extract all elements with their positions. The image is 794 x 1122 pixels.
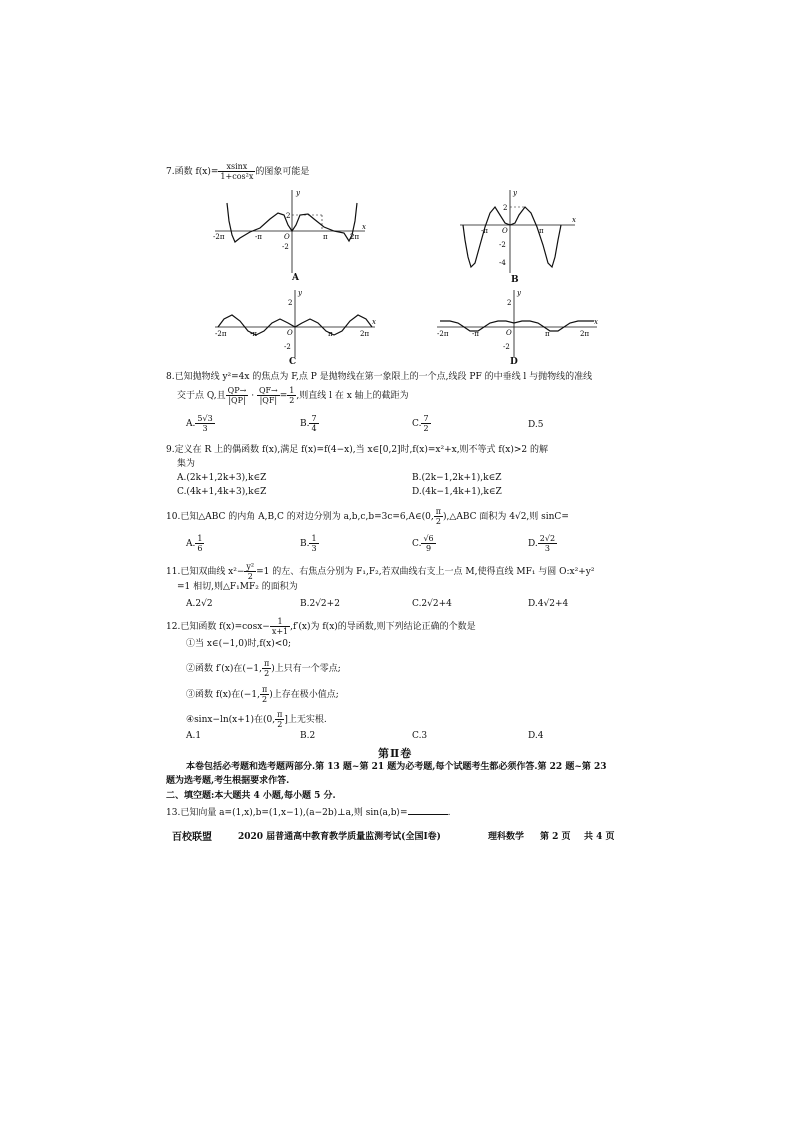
q9-line1: 9.定义在 R 上的偶函数 f(x),满足 f(x)=f(4−x),当 x∈[0,2]时,f(x)=x²+x,则不等式 f(x)>2 的解 xyxy=(166,445,548,455)
graph-d-tick-2: 2 xyxy=(507,299,512,307)
graph-d-tick-negpi: -π xyxy=(472,330,479,338)
graph-a xyxy=(210,185,370,275)
q12-option-c: C.3 xyxy=(412,731,428,741)
q12-option-b: B.2 xyxy=(300,731,316,741)
q8-option-a: A. $\frac{5√3}{3}$ xyxy=(186,414,213,433)
graph-a-tick-negpi: -π xyxy=(255,233,262,241)
q11-line2: =1 相切,则△F₁MF₂ 的面积为 xyxy=(177,582,298,592)
q11-option-d: D.4√2+4 xyxy=(528,599,569,609)
q7-stem: 7.函数 f(x)= $\frac{xsinx}{\text{1+cos²x}}$ 的图象可能是 xyxy=(166,162,310,181)
section-2-intro-1: 本卷包括必考题和选考题两部分.第 13 题~第 21 题为必考题,每个试题考生都必须作答.第 22 题~第 23 xyxy=(186,762,607,772)
graph-a-tick-neg2pi: -2π xyxy=(213,233,225,241)
footer-page: 第 2 页 xyxy=(540,832,571,842)
graph-c-tick-neg2pi: -2π xyxy=(215,330,227,338)
graph-a-origin: O xyxy=(284,233,290,241)
graph-a-label: A xyxy=(292,273,299,283)
q12-statement-2: ②函数 f′(x)在(−1, $\frac{\pi}{2}$ )上只有一个零点; xyxy=(186,659,341,678)
graph-d-tick-neg2pi: -2π xyxy=(437,330,449,338)
q13: 13.已知向量 a=(1,x),b=(1,x−1),(a−2b)⊥a,则 sin⟨a,b⟩= . xyxy=(166,808,451,818)
graph-d-tick-pi: π xyxy=(545,330,550,338)
graph-b xyxy=(455,185,580,275)
graph-c-tick-negpi: -π xyxy=(250,330,257,338)
q12-stem: 12.已知函数 f(x)=cosx− $\frac{1}{x+1}$ ,f′(x)为 f(x)的导函数,则下列结论正确的个数是 xyxy=(166,617,476,636)
footer-subject: 理科数学 xyxy=(488,832,525,842)
q12-statement-3: ③函数 f(x)在(−1, $\frac{\pi}{2}$ )上存在极小值点; xyxy=(186,685,339,704)
graph-a-y-label: y xyxy=(296,189,300,197)
graph-c-tick-2: 2 xyxy=(288,299,293,307)
footer-total: 共 4 页 xyxy=(584,832,615,842)
graph-b-x-label: x xyxy=(572,216,576,224)
q12-option-d: D.4 xyxy=(528,731,544,741)
graph-b-tick-2: 2 xyxy=(503,204,508,212)
graph-c xyxy=(210,287,380,359)
graph-a-tick-m2: -2 xyxy=(282,243,289,251)
q9-option-b: B.(2k−1,2k+1),k∈Z xyxy=(412,473,502,483)
graph-d-label: D xyxy=(510,357,518,367)
graph-c-x-label: x xyxy=(372,318,376,326)
q12-statement-4: ④sinx−ln(x+1)在(0, $\frac{\pi}{2}$ ]上无实根. xyxy=(186,710,327,729)
q11-line1: 11.已知双曲线 x²− $\frac{\text{y²}}{2}$ =1 的左、右焦点分别为 F₁,F₂,若双曲线右支上一点 M,使得直线 MF₁ 与圆 O:x²+y² xyxy=(166,562,595,581)
q12-option-a: A.1 xyxy=(186,731,202,741)
graph-c-tick-m2: -2 xyxy=(284,343,291,351)
graph-a-x-label: x xyxy=(362,223,366,231)
graph-c-origin: O xyxy=(287,329,293,337)
q11-option-a: A.2√2 xyxy=(186,599,213,609)
section-2-title: 第Ⅱ卷 xyxy=(378,747,413,760)
q8-line2: 交于点 Q,且 $\frac{QP\to}{|QP|}$ · $\frac{QF\to}{|QF|}$ = $\frac{1}{2}$ ,则直线 l 在 x 轴上的截距为 xyxy=(177,386,409,405)
graph-b-tick-pi: π xyxy=(539,227,544,235)
graph-c-label: C xyxy=(289,357,297,367)
q11-option-c: C.2√2+4 xyxy=(412,599,452,609)
q8-option-b: B. $\frac{7}{4}$ xyxy=(300,414,317,433)
section-2-intro-2: 题为选考题,考生根据要求作答. xyxy=(166,776,290,786)
graph-b-tick-m2: -2 xyxy=(499,241,506,249)
q10-option-c: C. $\frac{√6}{9}$ xyxy=(412,534,434,553)
q8-option-c: C. $\frac{7}{2}$ xyxy=(412,414,429,433)
graph-d xyxy=(432,287,602,359)
graph-d-origin: O xyxy=(506,329,512,337)
q10-option-b: B. $\frac{1}{3}$ xyxy=(300,534,317,553)
graph-b-y-label: y xyxy=(513,189,517,197)
graph-d-tick-2pi: 2π xyxy=(580,330,590,338)
q13-answer-blank[interactable] xyxy=(408,806,448,815)
graph-a-tick-pi: π xyxy=(323,233,328,241)
graph-d-tick-m2: -2 xyxy=(503,343,510,351)
graph-b-label: B xyxy=(511,275,519,285)
graph-c-tick-pi: π xyxy=(328,330,333,338)
q9-line2: 集为 xyxy=(177,459,196,469)
q9-option-a: A.(2k+1,2k+3),k∈Z xyxy=(177,473,267,483)
footer-exam-title: 2020 届普通高中教育教学质量监测考试(全国Ⅰ卷) xyxy=(238,832,441,842)
q11-option-b: B.2√2+2 xyxy=(300,599,340,609)
graph-a-tick-2: 2 xyxy=(286,212,291,220)
q9-option-d: D.(4k−1,4k+1),k∈Z xyxy=(412,487,502,497)
section-2-part: 二、填空题:本大题共 4 小题,每小题 5 分. xyxy=(166,791,336,801)
q8-line1: 8.已知抛物线 y²=4x 的焦点为 F,点 P 是抛物线在第一象限上的一个点,线段 PF 的中垂线 l 与抛物线的准线 xyxy=(166,372,593,382)
q10-option-a: A. $\frac{1}{6}$ xyxy=(186,534,203,553)
graph-b-tick-negpi: -π xyxy=(481,227,488,235)
graph-d-x-label: x xyxy=(594,318,598,326)
q7-fraction: $\frac{xsinx}{\text{1+cos²x}}$ xyxy=(220,162,254,181)
q10-option-d: D. $\frac{2√2}{3}$ xyxy=(528,534,556,553)
q12-statement-1: ①当 x∈(−1,0)时,f(x)<0; xyxy=(186,639,292,649)
graph-a-tick-2pi: 2π xyxy=(350,233,360,241)
graph-c-tick-2pi: 2π xyxy=(360,330,370,338)
graph-c-y-label: y xyxy=(298,289,302,297)
graph-b-tick-m4: -4 xyxy=(499,259,506,267)
q8-option-d: D.5 xyxy=(528,420,544,430)
graph-b-origin: O xyxy=(502,227,508,235)
footer-brand: 百校联盟 xyxy=(172,832,212,843)
q10-stem: 10.已知△ABC 的内角 A,B,C 的对边分别为 a,b,c,b=3c=6,A∈(0, $\frac{\pi}{2}$ ),△ABC 面积为 4√2,则 sinC= xyxy=(166,507,569,526)
graph-d-y-label: y xyxy=(517,289,521,297)
q9-option-c: C.(4k+1,4k+3),k∈Z xyxy=(177,487,267,497)
